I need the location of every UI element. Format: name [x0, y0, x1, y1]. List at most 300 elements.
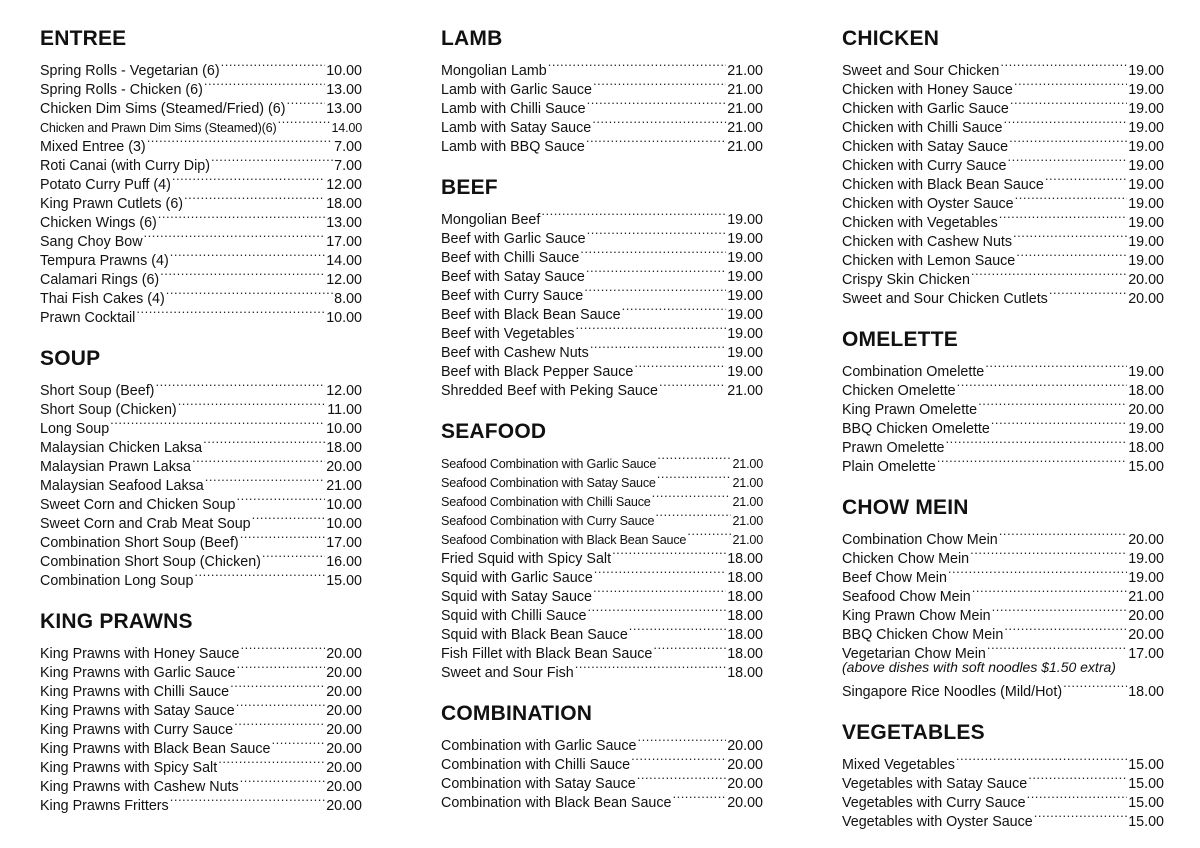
menu-item-price: 7.00 [334, 158, 362, 174]
menu-item-price: 13.00 [326, 215, 362, 231]
dot-leader [169, 246, 326, 265]
dot-leader [239, 528, 326, 547]
menu-item-name: Chicken with Honey Sauce [842, 82, 1013, 98]
menu-item [40, 639, 362, 662]
menu-item-price: 12.00 [326, 383, 362, 399]
menu-item-name: Sweet Corn and Chicken Soup [40, 497, 236, 513]
menu-item-name: Sang Choy Bow [40, 234, 143, 250]
menu-item-name: Lamb with Chilli Sauce [441, 101, 586, 117]
section-title: SOUP [40, 347, 101, 370]
menu-item-name: Beef with Garlic Sauce [441, 231, 586, 247]
menu-item-price: 15.00 [1128, 795, 1164, 811]
menu-item-price: 20.00 [326, 779, 362, 795]
menu-item-price: 15.00 [1128, 776, 1164, 792]
menu-item-price: 21.00 [727, 63, 763, 79]
menu-item-price: 20.00 [727, 757, 763, 773]
dot-leader [236, 490, 326, 509]
menu-column-middle [441, 24, 763, 829]
menu-item-name: Prawn Omelette [842, 440, 945, 456]
dot-leader [1012, 227, 1127, 246]
menu-item [842, 677, 1164, 700]
menu-item-price: 20.00 [727, 738, 763, 754]
dot-leader [593, 563, 726, 582]
menu-item-price: 20.00 [326, 722, 362, 738]
menu-item-price: 19.00 [727, 326, 763, 342]
menu-item-price: 13.00 [326, 82, 362, 98]
dot-leader [239, 772, 326, 791]
menu-item-price: 15.00 [326, 573, 362, 589]
dot-leader [169, 791, 326, 810]
menu-item-price: 10.00 [326, 421, 362, 437]
menu-item-price: 19.00 [1128, 82, 1164, 98]
menu-section [441, 24, 763, 155]
menu-item-name: Singapore Rice Noodles (Mild/Hot) [842, 684, 1063, 700]
menu-item-name: Squid with Satay Sauce [441, 589, 593, 605]
menu-item-price: 20.00 [326, 798, 362, 814]
dot-leader [1044, 170, 1127, 189]
menu-item-price: 20.00 [326, 703, 362, 719]
menu-item-name: Fried Squid with Spicy Salt [441, 551, 612, 567]
menu-section [441, 699, 763, 811]
menu-item-name: Chicken with Cashew Nuts [842, 234, 1013, 250]
menu-item-price: 19.00 [1128, 253, 1164, 269]
menu-item-name: Thai Fish Cakes (4) [40, 291, 165, 307]
menu-item-price: 7.00 [334, 139, 362, 155]
menu-item [441, 56, 763, 79]
dot-leader [159, 265, 325, 284]
menu-item-price: 21.00 [727, 139, 763, 155]
menu-section [40, 344, 362, 589]
menu-item-name: King Prawns with Curry Sauce [40, 722, 234, 738]
menu-item-name: King Prawns with Black Bean Sauce [40, 741, 271, 757]
section-title: SEAFOOD [441, 420, 547, 443]
menu-item-price: 19.00 [727, 231, 763, 247]
dot-leader [621, 300, 727, 319]
dot-leader [970, 265, 1127, 284]
menu-item-price: 21.00 [1128, 589, 1164, 605]
dot-leader [633, 357, 726, 376]
menu-item-price: 21.00 [732, 533, 763, 547]
menu-item-price: 18.00 [326, 196, 362, 212]
menu-item-name: King Prawns with Satay Sauce [40, 703, 235, 719]
dot-leader [575, 319, 727, 338]
menu-item-name: Combination Omelette [842, 364, 985, 380]
dot-leader [193, 566, 325, 585]
dot-leader [540, 205, 726, 224]
menu-item-name: Short Soup (Beef) [40, 383, 155, 399]
menu-item-name: Chicken with Lemon Sauce [842, 253, 1016, 269]
menu-section [842, 325, 1164, 475]
dot-leader [969, 544, 1127, 563]
menu-column-left [40, 24, 362, 832]
menu-item-price: 21.00 [732, 495, 763, 509]
menu-item-name: Beef with Satay Sauce [441, 269, 585, 285]
menu-item-name: Tempura Prawns (4) [40, 253, 169, 269]
menu-item-name: Chicken with Garlic Sauce [842, 101, 1009, 117]
menu-item-price: 20.00 [1128, 608, 1164, 624]
menu-item-price: 21.00 [727, 383, 763, 399]
menu-item-name: Mongolian Beef [441, 212, 541, 228]
menu-item-price: 18.00 [727, 551, 763, 567]
menu-item-price: 19.00 [727, 307, 763, 323]
dot-leader [285, 94, 325, 113]
menu-item-name: Mixed Vegetables [842, 757, 955, 773]
dot-leader [146, 132, 333, 151]
dot-leader [986, 639, 1127, 658]
menu-item-price: 18.00 [727, 627, 763, 643]
menu-item-price: 18.00 [1128, 684, 1164, 700]
menu-item [40, 56, 362, 79]
menu-item-price: 20.00 [727, 776, 763, 792]
dot-leader [579, 243, 726, 262]
dot-leader [947, 563, 1127, 582]
dot-leader [157, 208, 325, 227]
menu-item-name: Chicken with Oyster Sauce [842, 196, 1014, 212]
menu-item-price: 20.00 [1128, 627, 1164, 643]
menu-item-price: 12.00 [326, 272, 362, 288]
menu-item-price: 19.00 [1128, 101, 1164, 117]
menu-item-price: 21.00 [732, 457, 763, 471]
menu-item-price: 21.00 [727, 120, 763, 136]
menu-item-name: Long Soup [40, 421, 110, 437]
section-title: KING PRAWNS [40, 610, 193, 633]
menu-item-price: 18.00 [727, 589, 763, 605]
dot-leader [589, 338, 726, 357]
menu-item-name: Vegetables with Satay Sauce [842, 776, 1028, 792]
menu-item-name: Sweet and Sour Chicken [842, 63, 1000, 79]
dot-leader [1006, 151, 1127, 170]
dot-leader [276, 113, 330, 132]
dot-leader [191, 452, 325, 471]
dot-leader [998, 525, 1127, 544]
dot-leader [1003, 620, 1127, 639]
dot-leader [1014, 189, 1128, 208]
menu-item-price: 14.00 [331, 121, 362, 135]
menu-item-name: Beef with Vegetables [441, 326, 575, 342]
dot-leader [656, 449, 731, 468]
menu-item-price: 18.00 [1128, 440, 1164, 456]
menu-section [441, 417, 763, 681]
menu-item-price: 19.00 [1128, 120, 1164, 136]
dot-leader [583, 281, 726, 300]
menu-item [441, 449, 763, 471]
dot-leader [686, 525, 731, 544]
dot-leader [165, 284, 333, 303]
dot-leader [203, 75, 325, 94]
menu-item-name: King Prawn Cutlets (6) [40, 196, 184, 212]
dot-leader [636, 731, 726, 750]
menu-section [842, 493, 1164, 700]
dot-leader [991, 601, 1128, 620]
menu-item-name: Seafood Combination with Satay Sauce [441, 476, 656, 490]
menu-item-price: 19.00 [727, 250, 763, 266]
menu-item-price: 15.00 [1128, 757, 1164, 773]
menu-item-name: Vegetables with Oyster Sauce [842, 814, 1033, 830]
dot-leader [1033, 807, 1127, 826]
menu-item-price: 14.00 [326, 253, 362, 269]
menu-item-price: 18.00 [326, 440, 362, 456]
menu-item-name: Sweet and Sour Fish [441, 665, 574, 681]
section-title: LAMB [441, 27, 503, 50]
section-title: OMELETTE [842, 328, 958, 351]
menu-item-name: King Prawns with Honey Sauce [40, 646, 240, 662]
menu-item-price: 8.00 [334, 291, 362, 307]
menu-item-name: Beef Chow Mein [842, 570, 947, 586]
menu-item-name: BBQ Chicken Omelette [842, 421, 990, 437]
menu-item-price: 17.00 [1128, 646, 1164, 662]
menu-item-price: 18.00 [727, 665, 763, 681]
menu-section [40, 607, 362, 814]
dot-leader [936, 452, 1127, 471]
menu-item-price: 19.00 [1128, 234, 1164, 250]
menu-item-price: 19.00 [1128, 570, 1164, 586]
menu-item-name: Beef with Black Bean Sauce [441, 307, 621, 323]
dot-leader [971, 582, 1127, 601]
dot-leader [586, 94, 727, 113]
menu-item-price: 20.00 [326, 760, 362, 776]
menu-item-price: 18.00 [727, 570, 763, 586]
menu-item-name: Malaysian Seafood Laksa [40, 478, 204, 494]
menu-item-name: King Prawns with Cashew Nuts [40, 779, 239, 795]
dot-leader [998, 208, 1127, 227]
menu-item-name: King Prawns with Spicy Salt [40, 760, 218, 776]
menu-item-price: 19.00 [1128, 215, 1164, 231]
menu-item-price: 20.00 [326, 741, 362, 757]
menu-item-name: Chicken with Curry Sauce [842, 158, 1007, 174]
dot-leader [1009, 94, 1127, 113]
menu-item-name: BBQ Chicken Chow Mein [842, 627, 1004, 643]
menu-item-price: 21.00 [732, 476, 763, 490]
menu-item-price: 20.00 [326, 646, 362, 662]
menu-item-price: 10.00 [326, 63, 362, 79]
menu-item-name: Squid with Chilli Sauce [441, 608, 587, 624]
dot-leader [1013, 75, 1127, 94]
menu-item-name: Beef with Chilli Sauce [441, 250, 580, 266]
dot-leader [1048, 284, 1127, 303]
dot-leader [1062, 677, 1127, 696]
menu-item-name: Seafood Combination with Curry Sauce [441, 514, 655, 528]
dot-leader [611, 544, 726, 563]
menu-item-name: Beef with Curry Sauce [441, 288, 584, 304]
menu-item-name: Beef with Cashew Nuts [441, 345, 589, 361]
menu-item-name: King Prawns Fritters [40, 798, 169, 814]
menu-item-name: Combination with Chilli Sauce [441, 757, 631, 773]
menu-item-price: 19.00 [727, 364, 763, 380]
dot-leader [636, 769, 727, 788]
menu-item-name: King Prawns with Chilli Sauce [40, 684, 230, 700]
menu-item-price: 19.00 [727, 212, 763, 228]
dot-leader [1027, 769, 1127, 788]
menu-item-price: 17.00 [326, 535, 362, 551]
dot-leader [204, 471, 325, 490]
menu-item [842, 357, 1164, 380]
menu-item-price: 17.00 [326, 234, 362, 250]
menu-item-name: Malaysian Chicken Laksa [40, 440, 203, 456]
menu-item-price: 19.00 [1128, 63, 1164, 79]
menu-item-name: Combination Short Soup (Chicken) [40, 554, 261, 570]
menu-item-name: Mixed Entree (3) [40, 139, 146, 155]
menu-item-name: Chicken and Prawn Dim Sims (Steamed)(6) [40, 121, 277, 135]
dot-leader [654, 506, 731, 525]
menu-item-price: 20.00 [727, 795, 763, 811]
menu-item-name: Lamb with Garlic Sauce [441, 82, 592, 98]
menu-item-name: King Prawns with Garlic Sauce [40, 665, 236, 681]
menu-item [40, 376, 362, 399]
dot-leader [955, 750, 1127, 769]
menu-item-price: 15.00 [1128, 814, 1164, 830]
menu-item-price: 21.00 [727, 82, 763, 98]
menu-item-price: 21.00 [732, 514, 763, 528]
menu-item-price: 19.00 [1128, 364, 1164, 380]
dot-leader [135, 303, 325, 322]
section-title: VEGETABLES [842, 721, 985, 744]
dot-leader [586, 601, 726, 620]
menu-item-name: Seafood Chow Mein [842, 589, 971, 605]
dot-leader [585, 132, 726, 151]
menu-item-name: Seafood Combination with Garlic Sauce [441, 457, 657, 471]
dot-leader [592, 582, 726, 601]
dot-leader [671, 788, 726, 807]
menu-item-price: 19.00 [727, 269, 763, 285]
section-title: CHICKEN [842, 27, 940, 50]
menu-item-price: 10.00 [326, 497, 362, 513]
menu-section [842, 24, 1164, 307]
menu-item-name: Shredded Beef with Peking Sauce [441, 383, 658, 399]
dot-leader [628, 620, 726, 639]
menu-item-name: Sweet Corn and Crab Meat Soup [40, 516, 251, 532]
menu-item-name: Combination Chow Mein [842, 532, 998, 548]
menu-item-name: Mongolian Lamb [441, 63, 547, 79]
menu-item-name: Combination with Satay Sauce [441, 776, 636, 792]
dot-leader [630, 750, 726, 769]
menu-item [441, 731, 763, 754]
dot-leader [270, 734, 325, 753]
menu-item-name: Lamb with Satay Sauce [441, 120, 592, 136]
dot-leader [183, 189, 325, 208]
dot-leader [1026, 788, 1128, 807]
menu-item-name: Squid with Garlic Sauce [441, 570, 593, 586]
menu-item-name: Spring Rolls - Vegetarian (6) [40, 63, 220, 79]
menu-item-name: Beef with Black Pepper Sauce [441, 364, 634, 380]
menu-item-price: 19.00 [1128, 158, 1164, 174]
menu-item-name: Chicken Dim Sims (Steamed/Fried) (6) [40, 101, 286, 117]
menu-item-name: Malaysian Prawn Laksa [40, 459, 191, 475]
menu-item-price: 10.00 [326, 516, 362, 532]
menu-item-price: 20.00 [1128, 532, 1164, 548]
dot-leader [143, 227, 326, 246]
dot-leader [1015, 246, 1127, 265]
menu-item-price: 16.00 [326, 554, 362, 570]
menu-item [842, 525, 1164, 548]
section-title: ENTREE [40, 27, 127, 50]
dot-leader [658, 376, 726, 395]
dot-leader [984, 357, 1127, 376]
menu-item [441, 205, 763, 228]
menu-item-name: Potato Curry Puff (4) [40, 177, 171, 193]
menu-item-price: 11.00 [327, 402, 362, 418]
menu-item-price: 20.00 [1128, 272, 1164, 288]
dot-leader [202, 433, 325, 452]
dot-leader [171, 170, 325, 189]
menu-item-price: 10.00 [326, 310, 362, 326]
menu-item-price: 19.00 [727, 345, 763, 361]
menu-item-price: 13.00 [326, 101, 362, 117]
menu-note: (above dishes with soft noodles $1.50 extra) [842, 659, 1116, 675]
menu-item-price: 18.00 [727, 646, 763, 662]
dot-leader [547, 56, 727, 75]
menu-item-price: 20.00 [326, 684, 362, 700]
dot-leader [235, 658, 325, 677]
menu-item-name: Combination Short Soup (Beef) [40, 535, 239, 551]
menu-item-name: Spring Rolls - Chicken (6) [40, 82, 203, 98]
menu-item-name: Chicken with Vegetables [842, 215, 998, 231]
menu-item-name: Fish Fillet with Black Bean Sauce [441, 646, 653, 662]
menu-item-price: 18.00 [727, 608, 763, 624]
dot-leader [217, 753, 325, 772]
dot-leader [591, 113, 726, 132]
menu-item-price: 19.00 [1128, 421, 1164, 437]
menu-item-name: Short Soup (Chicken) [40, 402, 177, 418]
dot-leader [945, 433, 1128, 452]
menu-item-name: Combination Long Soup [40, 573, 194, 589]
menu-column-right [842, 24, 1164, 848]
menu-item-price: 20.00 [1128, 291, 1164, 307]
menu-item-price: 19.00 [1128, 196, 1164, 212]
dot-leader [235, 696, 326, 715]
dot-leader [652, 639, 726, 658]
dot-leader [261, 547, 325, 566]
menu-item-name: Chicken with Chilli Sauce [842, 120, 1003, 136]
menu-item-price: 20.00 [1128, 402, 1164, 418]
dot-leader [586, 224, 727, 243]
menu-item-price: 19.00 [727, 288, 763, 304]
dot-leader [251, 509, 326, 528]
menu-item-name: Chicken with Black Bean Sauce [842, 177, 1044, 193]
dot-leader [574, 658, 727, 677]
menu-item-price: 21.00 [326, 478, 362, 494]
menu-item-price: 18.00 [1128, 383, 1164, 399]
dot-leader [109, 414, 325, 433]
dot-leader [656, 468, 732, 487]
menu-item-price: 20.00 [326, 459, 362, 475]
menu-item-name: Vegetarian Chow Mein [842, 646, 986, 662]
dot-leader [956, 376, 1128, 395]
dot-leader [229, 677, 325, 696]
menu-section [40, 24, 362, 326]
dot-leader [220, 56, 326, 75]
section-title: BEEF [441, 176, 498, 199]
menu-item-price: 20.00 [326, 665, 362, 681]
section-title: CHOW MEIN [842, 496, 969, 519]
dot-leader [999, 56, 1127, 75]
dot-leader [154, 376, 325, 395]
menu-item-name: Crispy Skin Chicken [842, 272, 970, 288]
menu-item-name: Calamari Rings (6) [40, 272, 160, 288]
menu-item-name: Combination with Garlic Sauce [441, 738, 637, 754]
menu-item-price: 15.00 [1128, 459, 1164, 475]
dot-leader [977, 395, 1127, 414]
menu-item-price: 19.00 [1128, 551, 1164, 567]
menu-item-name: Lamb with BBQ Sauce [441, 139, 585, 155]
menu-item-name: Combination with Black Bean Sauce [441, 795, 672, 811]
dot-leader [651, 487, 732, 506]
menu-section [842, 718, 1164, 830]
menu-item-price: 12.00 [326, 177, 362, 193]
menu-item-name: Chicken Wings (6) [40, 215, 157, 231]
menu-item-name: Chicken with Satay Sauce [842, 139, 1009, 155]
menu-item-name: Chicken Chow Mein [842, 551, 970, 567]
menu-item-price: 21.00 [727, 101, 763, 117]
